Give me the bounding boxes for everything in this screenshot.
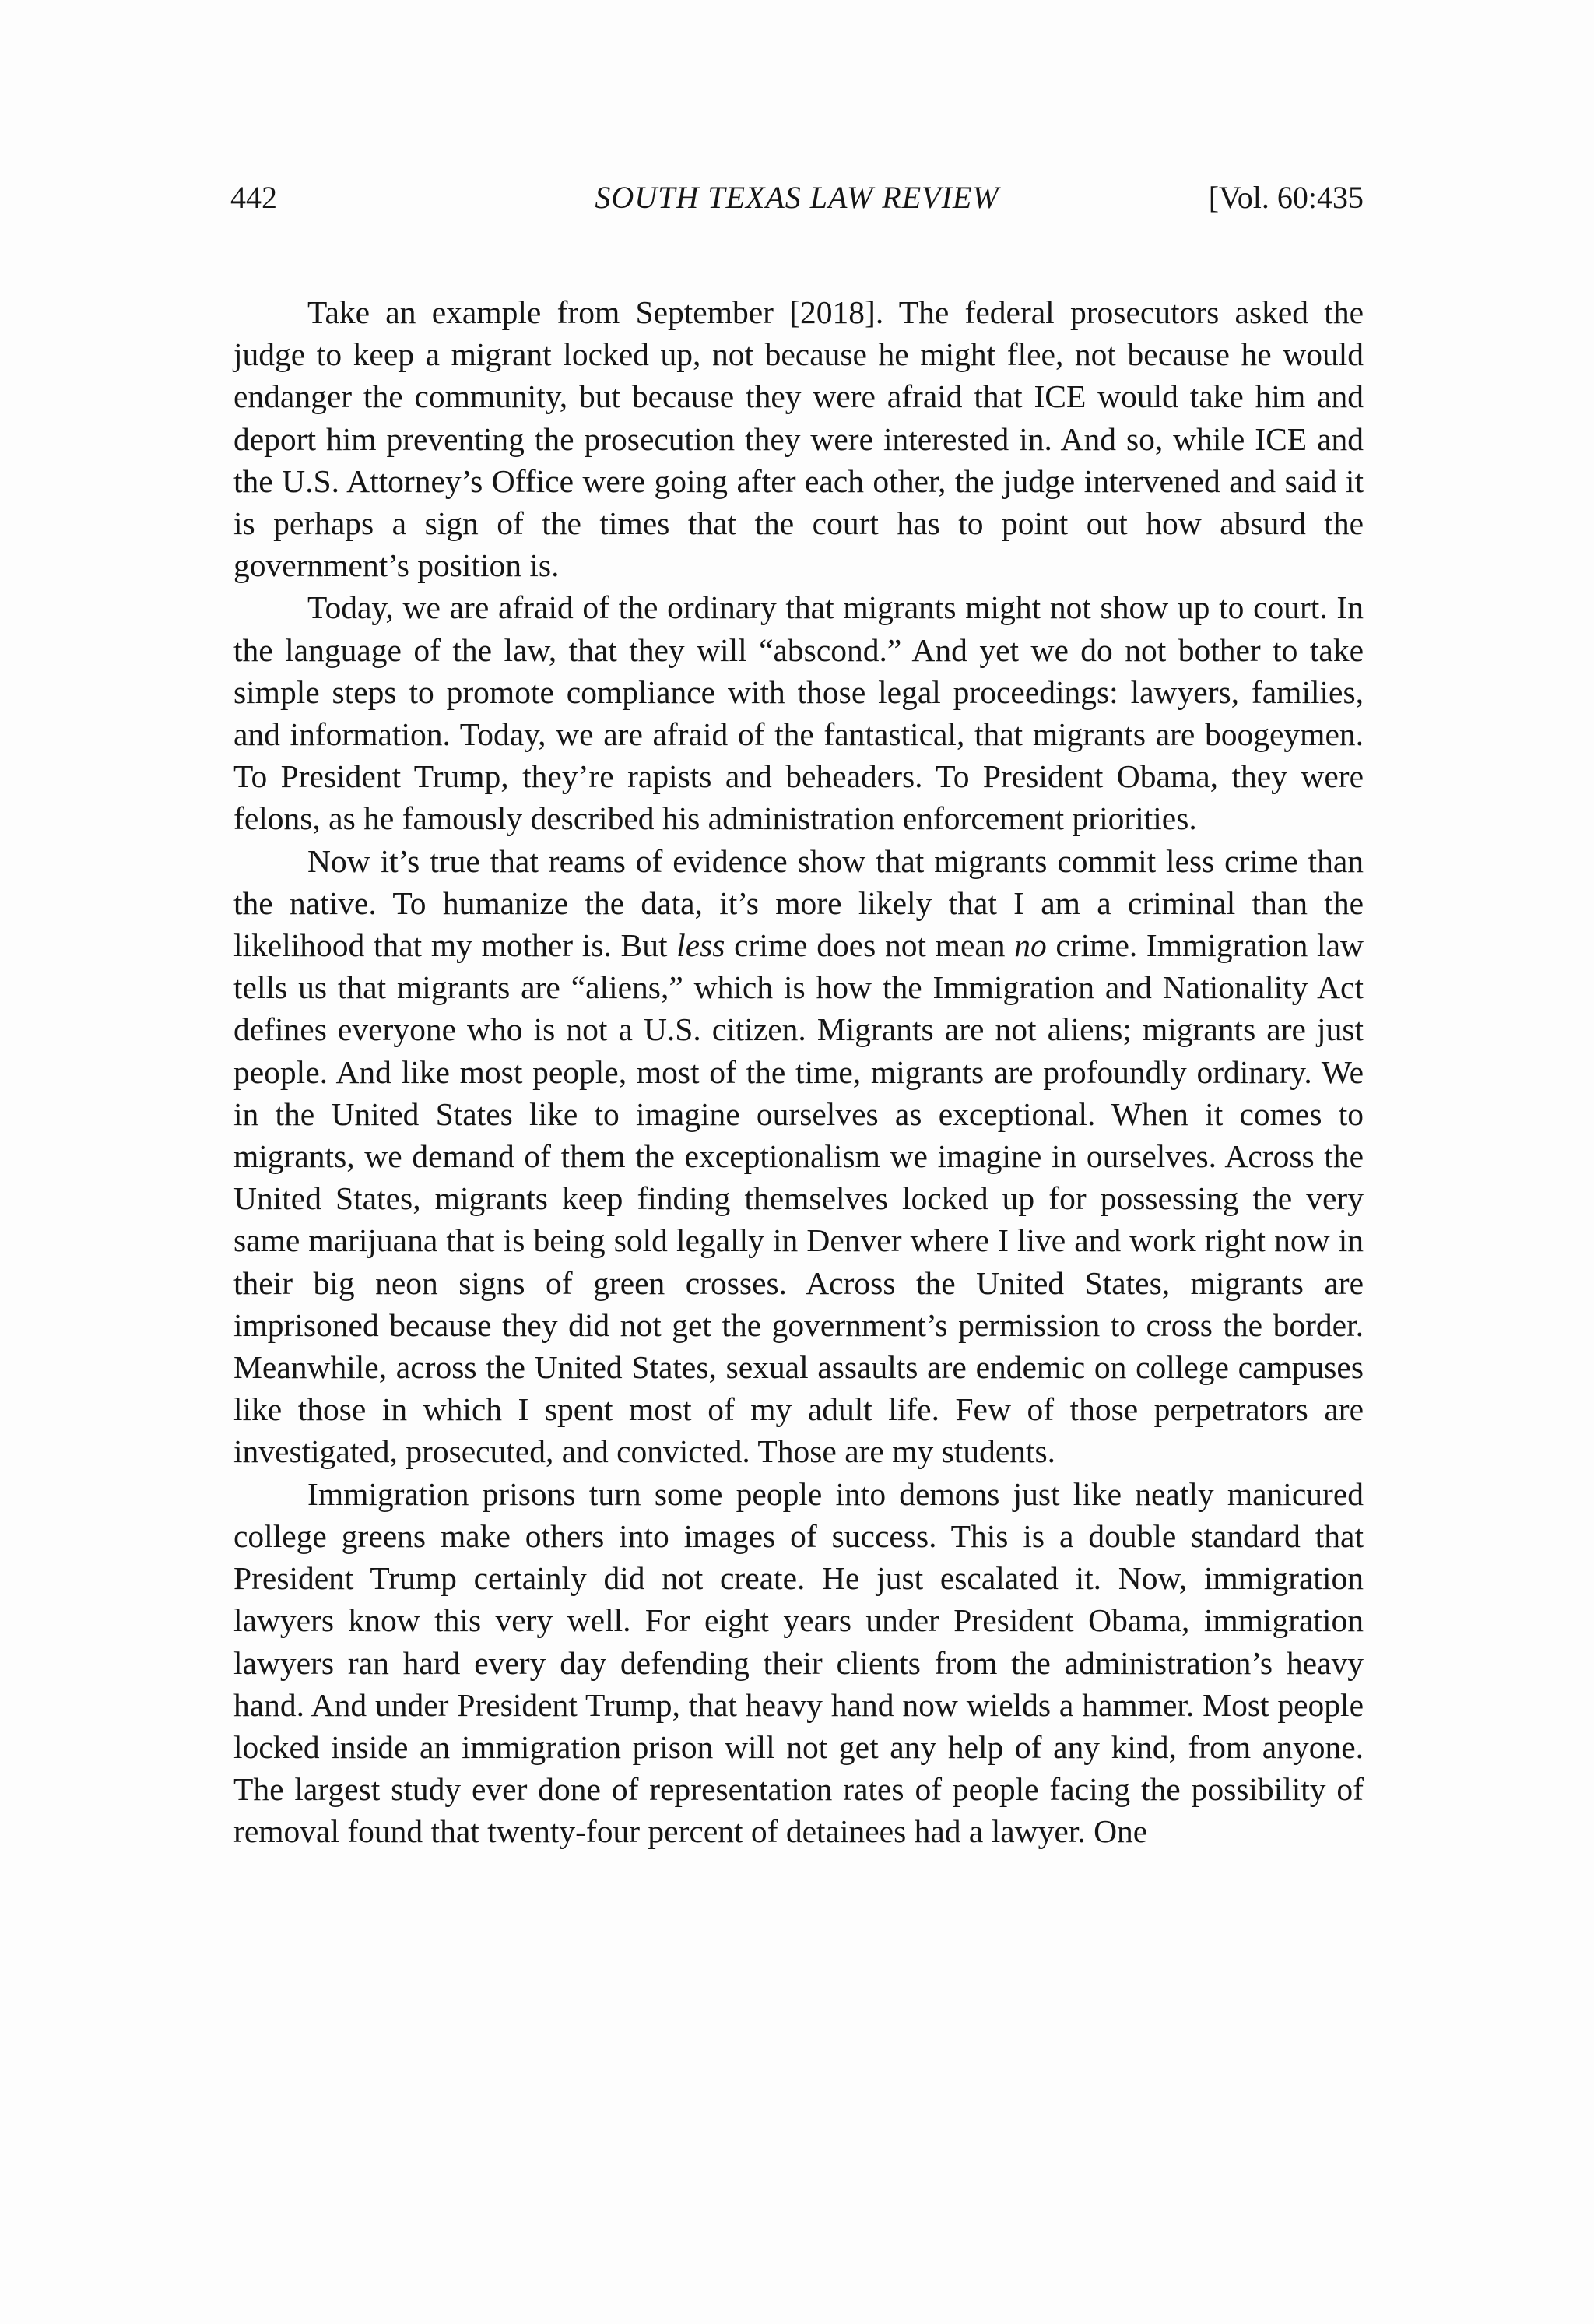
paragraph: [233, 1473, 1364, 1853]
journal-title: SOUTH TEXAS LAW REVIEW: [595, 180, 999, 215]
page-number: 442: [230, 180, 277, 215]
running-header: [230, 174, 1364, 221]
paragraph: [233, 840, 1364, 1473]
italic-text-segment: no: [1014, 927, 1047, 964]
text-segment: crime. Immigration law tells us that migrants are “aliens,” which is how the Immigration and Nationality Act defines everyone who is not a U.S. citizen. Migrants are not aliens; migrants are just people. And like most people, most of the time, migrants are profoundly ordinary. We in the United States like to imagine ourselves as exceptional. When it comes to migrants, we demand of them the exceptionalism we imagine in ourselves. Across the United States, migrants keep finding themselves locked up for possessing the very same marijuana that is being sold legally in Denver where I live and work right now in their big neon signs of green crosses. Across the United States, migrants are imprisoned because they did not get the government’s permission to cross the border. Meanwhile, across the United States, sexual assaults are endemic on college campuses like those in which I spent most of my adult life. Few of those perpetrators are investigated, prosecuted, and convicted. Those are my students.: [233, 927, 1364, 1470]
italic-text-segment: less: [676, 927, 725, 964]
paragraph: [233, 586, 1364, 839]
text-segment: Take an example from September [2018]. The federal prosecutors asked the judge to keep a migrant locked up, not because he might flee, not because he would endanger the community, but because they were afraid that ICE would take him and deport him preventing the prosecution they were interested in. And so, while ICE and the U.S. Attorney’s Office were going after each other, the judge intervened and said it is perhaps a sign of the times that the court has to point out how absurd the government’s position is.: [233, 294, 1364, 584]
volume-citation: [Vol. 60:435: [1208, 180, 1364, 215]
body-text: [233, 291, 1364, 1853]
paragraph: [233, 291, 1364, 586]
text-segment: Immigration prisons turn some people into demons just like neatly manicured college greens make others into images of success. This is a double standard that President Trump certainly did not create. He just escalated it. Now, immigration lawyers know this very well. For eight years under President Obama, immigration lawyers ran hard every day defending their clients from the administration’s heavy hand. And under President Trump, that heavy hand now wields a hammer. Most people locked inside an immigration prison will not get any help of any kind, from anyone. The largest study ever done of representation rates of people facing the possibility of removal found that twenty-four percent of detainees had a lawyer. One: [233, 1475, 1364, 1850]
text-segment: crime does not mean: [725, 927, 1015, 964]
text-segment: Now it’s true that reams of evidence show that migrants commit less crime than the native. To humanize the data, it’s more likely that I am a criminal than the likelihood that my mother is. But: [233, 842, 1364, 964]
text-segment: Today, we are afraid of the ordinary that migrants might not show up to court. In the language of the law, that they will “abscond.” And yet we do not bother to take simple steps to promote compliance with those legal proceedings: lawyers, families, and information. Today, we are afraid of the fantastical, that migrants are boogeymen. To President Trump, they’re rapists and beheaders. To President Obama, they were felons, as he famously described his administration enforcement priorities.: [233, 589, 1364, 837]
